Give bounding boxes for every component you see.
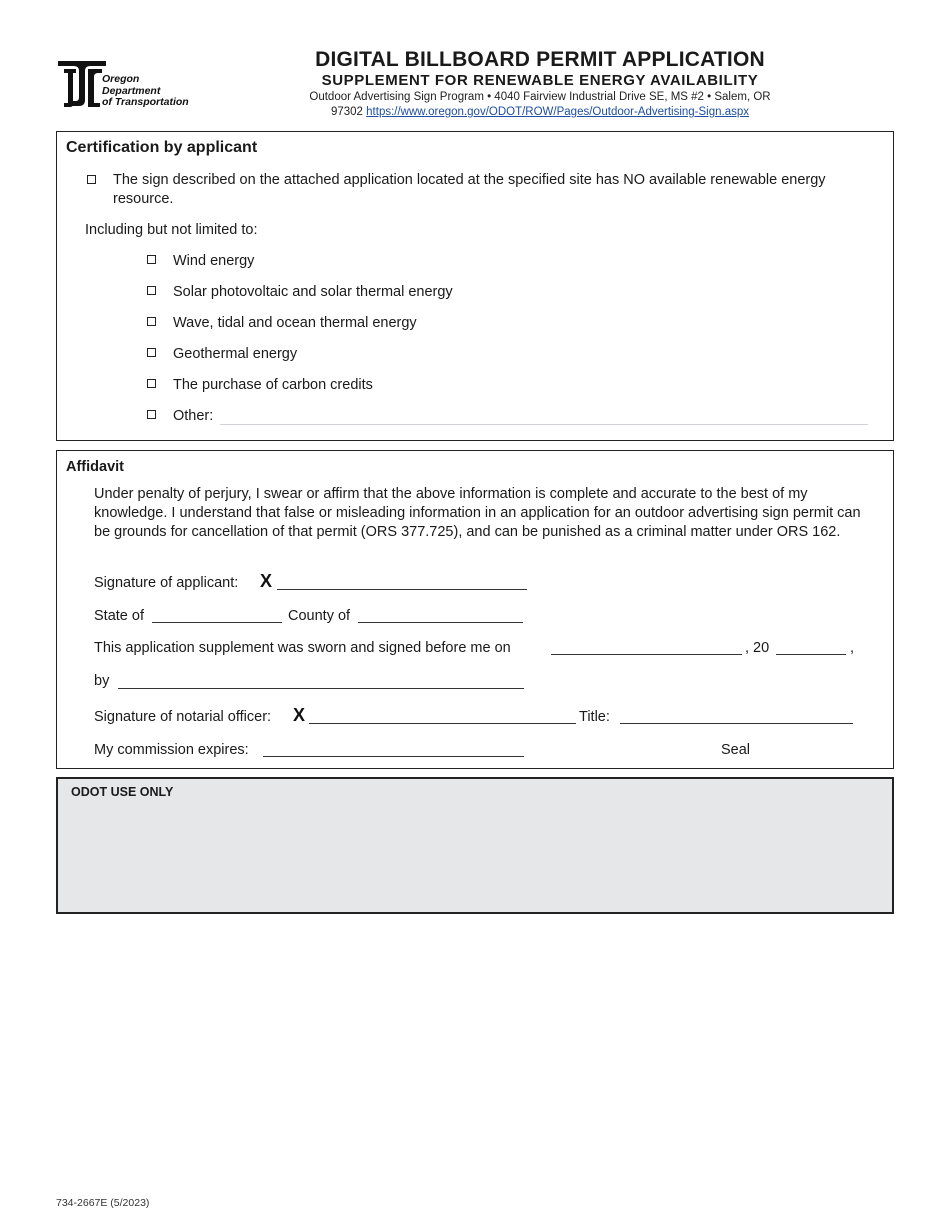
certification-statement: The sign described on the attached application located at the specified site has NO available renewable energy resource. xyxy=(113,172,826,207)
logo-line-1: Oregon xyxy=(102,73,140,85)
sworn-year-field[interactable] xyxy=(776,654,846,655)
title-label: Title: xyxy=(579,709,610,725)
other-label: Other: xyxy=(173,408,214,424)
certification-heading: Certification by applicant xyxy=(66,139,258,156)
logo-line-3: of Transportation xyxy=(102,96,189,108)
affidavit-heading: Affidavit xyxy=(66,459,124,475)
geothermal-checkbox[interactable] xyxy=(147,348,156,357)
applicant-signature-label: Signature of applicant: xyxy=(94,575,239,591)
county-label: County of xyxy=(288,608,351,624)
sworn-label: This application supplement was sworn and signed before me on xyxy=(94,640,511,656)
applicant-signature-field[interactable] xyxy=(277,589,527,590)
solar-energy-label: Solar photovoltaic and solar thermal energy xyxy=(173,284,453,300)
odot-use-only-section xyxy=(56,777,894,914)
no-renewable-checkbox[interactable] xyxy=(87,175,96,184)
notary-signature-field[interactable] xyxy=(309,723,576,724)
logo-wordmark xyxy=(102,74,189,109)
other-input[interactable] xyxy=(220,424,868,425)
form-number: 734-2667E (5/2023) xyxy=(56,1197,150,1209)
sworn-by-field[interactable] xyxy=(118,688,524,689)
carbon-credits-checkbox[interactable] xyxy=(147,379,156,388)
page-subtitle: SUPPLEMENT FOR RENEWABLE ENERGY AVAILABILITY xyxy=(321,72,759,89)
sworn-date-field[interactable] xyxy=(551,654,742,655)
by-label: by xyxy=(94,673,110,689)
state-label: State of xyxy=(94,608,144,624)
other-checkbox[interactable] xyxy=(147,410,156,419)
address-line: Outdoor Advertising Sign Program • 4040 Fairview Industrial Drive SE, MS #2 • Salem, OR xyxy=(309,91,771,103)
solar-energy-checkbox[interactable] xyxy=(147,286,156,295)
including-label: Including but not limited to: xyxy=(85,222,258,238)
wind-energy-checkbox[interactable] xyxy=(147,255,156,264)
state-field[interactable] xyxy=(152,622,282,623)
county-field[interactable] xyxy=(358,622,523,623)
wave-energy-checkbox[interactable] xyxy=(147,317,156,326)
sworn-comma: , xyxy=(850,640,855,656)
seal-label: Seal xyxy=(721,742,751,758)
commission-label: My commission expires: xyxy=(94,742,249,758)
odot-use-only-heading: ODOT USE ONLY xyxy=(71,785,174,799)
year-prefix: , 20 xyxy=(745,640,770,656)
wind-energy-label: Wind energy xyxy=(173,253,255,269)
applicant-x-mark: X xyxy=(260,571,273,591)
address-zip: 97302 xyxy=(330,106,363,118)
affidavit-paragraph: Under penalty of perjury, I swear or affirm that the above information is complete and accurate to the best of my knowledge. I understand that false or misleading information in an application for an outdoor advertising sign permit can be grounds for cancellation of that permit (ORS 377.725), and can be punished as a criminal matter under ORS 162. xyxy=(94,486,861,540)
program-website-link[interactable]: https://www.oregon.gov/ODOT/ROW/Pages/Outdoor-Advertising-Sign.aspx xyxy=(366,106,750,118)
address-line-2 xyxy=(250,105,830,120)
carbon-credits-label: The purchase of carbon credits xyxy=(173,377,373,393)
program-address xyxy=(250,90,830,120)
notary-signature-label: Signature of notarial officer: xyxy=(94,709,272,725)
geothermal-label: Geothermal energy xyxy=(173,346,298,362)
notary-x-mark: X xyxy=(293,705,306,725)
page-title: DIGITAL BILLBOARD PERMIT APPLICATION xyxy=(315,48,765,71)
wave-energy-label: Wave, tidal and ocean thermal energy xyxy=(173,315,417,331)
commission-expiry-field[interactable] xyxy=(263,756,524,757)
notary-title-field[interactable] xyxy=(620,723,853,724)
logo-line-2: Department xyxy=(102,84,161,97)
